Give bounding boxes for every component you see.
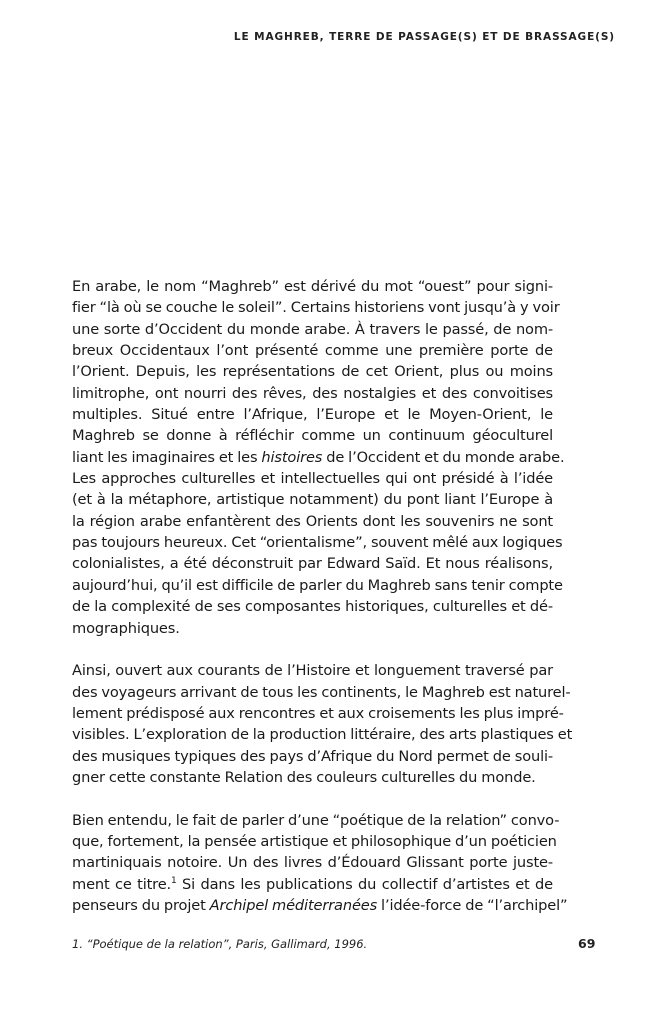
text-segment: penseurs du projet xyxy=(72,897,210,915)
text-line xyxy=(72,831,557,852)
text-segment: pas toujours heureux. Cet “orientalisme”, souvent mêlé aux logiques xyxy=(72,534,563,552)
text-segment: Les approches culturelles et intellectuelles qui ont présidé à l’idée xyxy=(72,470,553,488)
running-header: LE MAGHREB, TERRE DE PASSAGE(S) ET DE BRASSAGE(S) xyxy=(233,31,615,43)
text-line xyxy=(72,319,553,340)
text-line xyxy=(72,276,553,297)
text-segment: ment ce titre. xyxy=(72,875,172,893)
text-segment: breux Occidentaux l’ont présenté comme une première porte de xyxy=(72,342,553,360)
body-text xyxy=(72,276,573,938)
text-line xyxy=(72,618,553,639)
text-line xyxy=(72,746,553,767)
text-segment: de l’Occident et du monde arabe. xyxy=(322,448,565,466)
text-line xyxy=(72,425,553,446)
paragraph xyxy=(72,660,573,788)
text-segment: des voyageurs arrivant de tous les continents, le Maghreb est naturel- xyxy=(72,683,571,701)
text-segment: martiniquais notoire. Un des livres d’Édouard Glissant porte juste- xyxy=(72,854,553,872)
paragraph xyxy=(72,810,568,917)
text-line xyxy=(72,895,568,916)
text-line xyxy=(72,404,553,425)
page-number: 69 xyxy=(578,936,596,951)
text-line xyxy=(72,489,553,510)
text-line xyxy=(72,361,553,382)
text-line xyxy=(72,532,563,553)
text-line xyxy=(72,575,563,596)
text-segment: que, fortement, la pensée artistique et philosophique d’un poéticien xyxy=(72,833,557,851)
text-segment: la région arabe enfantèrent des Orients dont les souvenirs ne sont xyxy=(72,512,553,530)
text-line xyxy=(72,810,560,831)
text-line xyxy=(72,767,553,788)
text-line xyxy=(72,468,553,489)
text-segment: Ainsi, ouvert aux courants de l’Histoire et longuement traversé par xyxy=(72,662,553,680)
text-segment: En arabe, le nom “Maghreb” est dérivé du mot “ouest” pour signi- xyxy=(72,278,553,295)
text-segment: Bien entendu, le fait de parler d’une “poétique de la relation” convo- xyxy=(72,811,560,829)
text-segment: Maghreb se donne à réfléchir comme un continuum géoculturel xyxy=(72,427,553,445)
text-line xyxy=(72,682,571,703)
text-line xyxy=(72,340,553,361)
text-line xyxy=(72,852,553,873)
text-line xyxy=(72,596,553,617)
text-segment: gner cette constante Relation des couleurs culturelles du monde. xyxy=(72,768,536,786)
text-line xyxy=(72,383,553,404)
text-line xyxy=(72,297,560,318)
text-line xyxy=(72,874,553,895)
text-segment: (et à la métaphore, artistique notamment) du pont liant l’Europe à xyxy=(72,491,553,509)
text-line xyxy=(72,703,564,724)
text-segment: colonialistes, a été déconstruit par Edward Saïd. Et nous réalisons, xyxy=(72,555,553,573)
text-segment: l’idée-force de “l’archipel” xyxy=(377,897,568,915)
paragraph xyxy=(72,276,565,639)
text-segment: mographiques. xyxy=(72,619,180,637)
text-line xyxy=(72,660,553,681)
text-segment: aujourd’hui, qu’il est difficile de parler du Maghreb sans tenir compte xyxy=(72,576,563,594)
text-segment: lement prédisposé aux rencontres et aux croisements les plus impré- xyxy=(72,704,564,722)
text-segment: des musiques typiques des pays d’Afrique du Nord permet de souli- xyxy=(72,747,553,765)
text-segment: l’Orient. Depuis, les représentations de cet Orient, plus ou moins xyxy=(72,363,553,381)
italic-text: histoires xyxy=(261,448,323,466)
text-line xyxy=(72,724,573,745)
text-segment: visibles. L’exploration de la production littéraire, des arts plastiques et xyxy=(72,726,573,744)
text-segment: de la complexité de ses composantes historiques, culturelles et dé- xyxy=(72,598,553,616)
footnote-ref: 1 xyxy=(171,875,177,886)
text-line xyxy=(72,553,553,574)
text-segment: limitrophe, ont nourri des rêves, des nostalgies et des convoitises xyxy=(72,384,553,402)
text-segment: liant les imaginaires et les xyxy=(72,448,262,466)
text-segment: multiples. Situé entre l’Afrique, l’Europe et le Moyen-Orient, le xyxy=(72,406,553,424)
text-segment: fier “là où se couche le soleil”. Certains historiens vont jusqu’à y voir xyxy=(72,299,560,317)
text-segment: Si dans les publications du collectif d’artistes et de xyxy=(176,875,553,893)
text-line xyxy=(72,447,565,468)
text-line xyxy=(72,511,553,532)
text-segment: une sorte d’Occident du monde arabe. À travers le passé, de nom- xyxy=(72,320,553,338)
footnote: 1. “Poétique de la relation”, Paris, Gallimard, 1996. xyxy=(72,937,368,951)
italic-text: Archipel méditerranées xyxy=(209,897,378,915)
